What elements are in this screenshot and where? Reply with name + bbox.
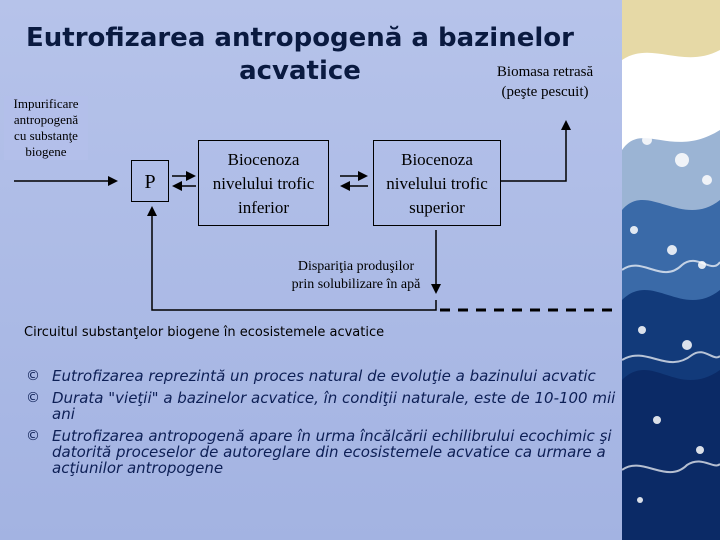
bullet-list [26,368,616,476]
bullet-text: Eutrofizarea antropogenă apare în urma încălcării echilibrului ecochimic şi datorită proceselor de autoreglare din ecosistemele acvatice ca urmare a acţiunilor antropogene [52,427,612,477]
title-line-1: Eutrofizarea antropogenă a bazinelor [26,23,574,53]
diagram-caption: Circuitul substanţelor biogene în ecosistemele acvatice [24,325,385,340]
input-label: Impurificare antropogenă cu substanţe biogene [4,96,88,160]
copyright-bullet-icon: © [26,428,40,444]
bullet-item [26,368,616,384]
copyright-bullet-icon: © [26,368,40,384]
lower-trophic-label: Biocenoza nivelului trofic inferior [212,150,315,217]
bullet-text: Durata "vieţii" a bazinelor acvatice, în condiţii naturale, este de 10-100 mii ani [52,389,616,423]
removed-biomass-label: Biomasa retrasă (peşte pescuit) [496,64,594,100]
biomass-arrow [501,122,566,181]
upper-trophic-label: Biocenoza nivelului trofic superior [386,150,488,217]
bullet-item [26,428,616,476]
loss-label: Dispariţia produşilor prin solubilizare în apă [291,259,421,292]
bullet-text: Eutrofizarea reprezintă un proces natural de evoluţie a bazinului acvatic [52,367,596,385]
title-line-2: acvatice [239,56,361,86]
p-label: P [144,171,156,193]
copyright-bullet-icon: © [26,390,40,406]
bullet-item [26,390,616,422]
